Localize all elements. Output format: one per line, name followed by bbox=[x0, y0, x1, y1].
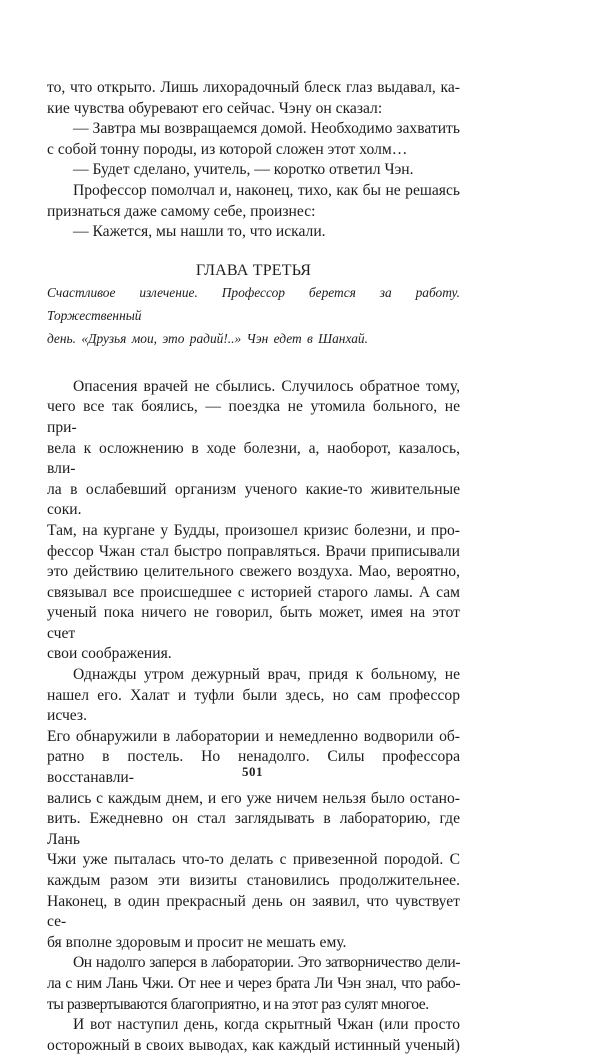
text-line: то, что открыто. Лишь лихорадочный блеск глаз выдавал, ка- bbox=[47, 79, 460, 96]
text-line: ты развертываются благоприятно, и на этот раз сулят многое. bbox=[47, 995, 429, 1013]
text-line: — Кажется, мы нашли то, что искали. bbox=[73, 223, 326, 241]
book-page-text-block bbox=[47, 78, 460, 1056]
text-line: И вот наступил день, когда скрытный Чжан (или просто bbox=[73, 1016, 460, 1034]
chapter-heading: ГЛАВА ТРЕТЬЯ bbox=[195, 261, 312, 279]
text-line: с собой тонну породы, из которой сложен этот холм… bbox=[47, 140, 408, 158]
text-line: Наконец, в один прекрасный день он заявил, что чувствует се- bbox=[47, 892, 460, 931]
paragraph bbox=[47, 665, 460, 953]
text-line: осторожный в своих выводах, как каждый истинный ученый) bbox=[47, 1036, 460, 1054]
text-line: Его обнаружили в лаборатории и немедленно водворили об- bbox=[47, 727, 460, 745]
text-line: ла с ним Лань Чжи. От нее и через брата Ли Чэн знал, что рабо- bbox=[47, 974, 460, 992]
text-line: ла в ослабевший организм ученого какие-то живительные соки. bbox=[47, 480, 460, 519]
paragraph bbox=[47, 377, 460, 665]
text-line: это действию целительного свежего воздуха. Мао, вероятно, bbox=[47, 563, 460, 581]
paragraph bbox=[47, 953, 460, 1015]
chapter-summary bbox=[47, 281, 460, 350]
text-line: признаться даже самому себе, произнес: bbox=[47, 202, 316, 220]
text-line: чего все так боялись, — поездка не утомила больного, не при- bbox=[47, 398, 460, 436]
text-line: Чжи уже пыталась что-то делать с привезенной породой. С bbox=[47, 851, 460, 869]
chapter-summary-line: день. «Друзья мои, это радий!..» Чэн едет в Шанхай. bbox=[47, 330, 368, 346]
paragraph-1 bbox=[47, 78, 460, 119]
text-line: свои соображения. bbox=[47, 645, 172, 663]
text-line: нашел его. Халат и туфли были здесь, но сам профессор исчез. bbox=[47, 686, 460, 725]
page-number: 501 bbox=[242, 764, 263, 779]
text-line: Он надолго заперся в лаборатории. Это затворничество дели- bbox=[73, 954, 460, 972]
text-line: Профессор помолчал и, наконец, тихо, как бы не решаясь bbox=[73, 181, 460, 199]
chapter-body bbox=[47, 377, 460, 1056]
text-line: Однажды утром дежурный врач, придя к больному, не bbox=[73, 666, 460, 684]
text-line: фессор Чжан стал быстро поправляться. Врачи приписывали bbox=[47, 542, 460, 560]
dialogue-paragraph bbox=[47, 160, 460, 181]
text-line: вить. Ежедневно он стал заглядывать в лабораторию, где Лань bbox=[47, 810, 460, 848]
text-line: Опасения врачей не сбылись. Случилось обратное тому, bbox=[73, 377, 460, 395]
text-line: Там, на кургане у Будды, произошел кризис болезни, и про- bbox=[47, 521, 460, 539]
paragraph bbox=[47, 181, 460, 222]
text-line: бя вполне здоровым и просит не мешать ему. bbox=[47, 933, 347, 951]
text-line: связывал все происшедшее с историей старого ламы. А сам bbox=[47, 583, 460, 601]
dialogue-paragraph bbox=[47, 222, 460, 243]
text-line: — Завтра мы возвращаемся домой. Необходимо захватить bbox=[73, 120, 460, 138]
text-line: ратно в постель. Но ненадолго. Силы профессора восстанавли- bbox=[47, 748, 460, 787]
text-line: — Будет сделано, учитель, — коротко ответил Чэн. bbox=[73, 161, 414, 179]
opening-paragraph bbox=[47, 78, 460, 243]
text-line: вались с каждым днем, и его уже ничем нельзя было остано- bbox=[47, 789, 460, 807]
text-line: каждым разом эти визиты становились продолжительнее. bbox=[47, 872, 460, 889]
text-line: кие чувства обуревают его сейчас. Чэну он сказал: bbox=[47, 99, 383, 117]
paragraph bbox=[47, 1015, 460, 1056]
text-line: ученый пока ничего не говорил, быть может, имея на этот счет bbox=[47, 604, 460, 642]
chapter-summary-line: Счастливое излечение. Профессор берется за работу. Торжественный bbox=[47, 284, 460, 323]
dialogue-paragraph bbox=[47, 119, 460, 160]
text-line: вела к осложнению в ходе болезни, а, наоборот, казалось, вли- bbox=[47, 439, 460, 478]
